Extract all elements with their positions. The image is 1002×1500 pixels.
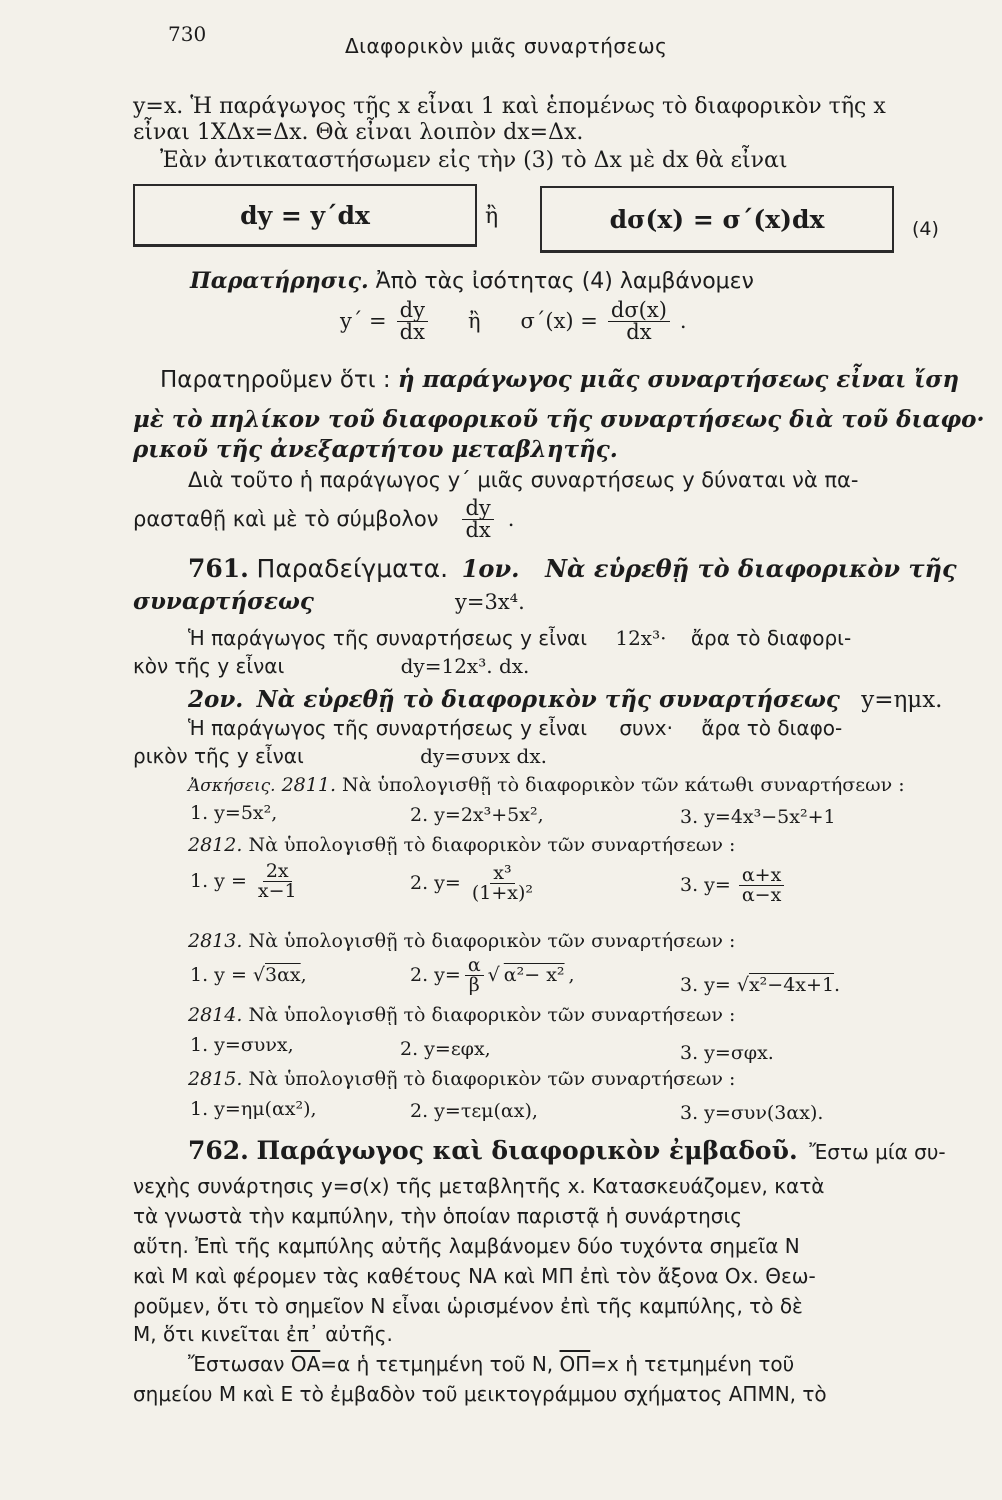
s761-ex1-l3b: 12x³· xyxy=(615,626,667,650)
exercise-2814-item-3: 3. y=σφx. xyxy=(680,1042,774,1064)
s762-line-2: νεχὴς συνάρτησις y=σ(x) τῆς μεταβλητῆς x. Κατασκευάζομεν, κατὰ xyxy=(133,1174,825,1198)
exercise-2811-number: 2811. xyxy=(281,774,336,796)
exercise-2813-2-sqrt: √ xyxy=(487,964,500,986)
exercise-2811-item-1: 1. y=5x², xyxy=(190,802,278,824)
s762-line-1: Ἔστω μία συ- xyxy=(809,1140,946,1164)
para1-line-5-text: ρασταθῇ καὶ μὲ τὸ σύμβολον xyxy=(133,507,439,531)
exercise-2812-3-lhs: 3. y= xyxy=(680,874,731,896)
s761-ex2-line-2 xyxy=(188,718,842,738)
s762-line-6: ροῦμεν, ὅτι τὸ σημεῖον Ν εἶναι ὡρισμένον ἐπὶ τῆς καμπύλης, τὸ δὲ xyxy=(133,1294,803,1318)
s762-line-8 xyxy=(188,1354,794,1374)
s762-line-3: τὰ γνωστὰ τὴν καμπύλην, τὴν ὁποίαν παριστᾷ ἡ συνάρτησις xyxy=(133,1204,742,1228)
s762-l8a: Ἔστωσαν xyxy=(188,1352,285,1376)
remark-f2-den: dx xyxy=(626,320,652,344)
exercises-head: Ἀσκήσεις. xyxy=(188,776,276,796)
exercise-2814-item-1: 1. y=συνx, xyxy=(190,1034,294,1056)
s761-ex1-l3a: Ἡ παράγωγος τῆς συναρτήσεως y εἶναι xyxy=(188,626,587,650)
exercise-2812-2-fraction xyxy=(469,864,536,903)
exercise-2812-1-lhs: 1. y = xyxy=(190,870,247,892)
s761-ex1-line-2: συναρτήσεως xyxy=(133,588,314,615)
remark-f2-lhs: σ΄(x) = xyxy=(520,309,598,333)
s761-number: 761. xyxy=(188,554,249,583)
exercise-2813-text: Νὰ ὑπολογισθῇ τὸ διαφορικὸν τῶν συναρτήσεων : xyxy=(248,930,736,952)
intro-line-1: y=x. Ἡ παράγωγος τῆς x εἶναι 1 καὶ ἑπομένως τὸ διαφορικὸν τῆς x xyxy=(133,94,886,119)
exercise-2813-item-3: 3. y= √x²−4x+1. xyxy=(680,974,841,996)
exercise-2815-item-2: 2. y=τεμ(αx), xyxy=(410,1100,538,1122)
remark-text: Ἀπὸ τὰς ἰσότητας (4) λαμβάνομεν xyxy=(375,269,754,294)
s761-ex2-label: 2ον. xyxy=(188,686,244,713)
remark-f1-den: dx xyxy=(399,320,425,344)
exercise-2812-3-fraction xyxy=(739,866,784,905)
exercise-2811-text: Νὰ ὑπολογισθῇ τὸ διαφορικὸν τῶν κάτωθι συναρτήσεων : xyxy=(342,774,905,796)
exercise-2812-item-1 xyxy=(190,862,300,901)
formula-box-right xyxy=(540,186,894,253)
s761-ex2-l3b: dy=συνx dx. xyxy=(420,744,547,768)
formula-box-left xyxy=(133,184,477,247)
remark-f1-lhs: y΄ = xyxy=(340,309,387,333)
exercise-2813-2-fraction xyxy=(465,956,484,995)
exercise-2813-3-radicand: x²−4x+1 xyxy=(748,974,835,996)
exercise-2812-1-fraction xyxy=(255,862,300,901)
exercise-2815-number: 2815. xyxy=(188,1068,243,1090)
para1-line-1 xyxy=(160,368,959,392)
s762-line-7: Μ, ὅτι κινεῖται ἐπ᾽ αὐτῆς. xyxy=(133,1322,393,1346)
exercise-2812-item-2 xyxy=(410,864,536,903)
exercise-2812-text: Νὰ ὑπολογισθῇ τὸ διαφορικὸν τῶν συναρτήσεων : xyxy=(248,834,736,856)
s761-ex1-line-3 xyxy=(188,628,851,648)
remark-f2-num: dσ(x) xyxy=(608,300,670,322)
s761-ex2-line-3 xyxy=(133,746,547,766)
s762-number: 762. xyxy=(188,1136,249,1165)
s761-ex1-line-4 xyxy=(133,656,529,676)
exercise-2813 xyxy=(188,932,735,951)
exercise-2813-item-2: 2. y= $\frac{\alpha}{\beta}$ √ α²− x² , xyxy=(410,954,575,996)
s761-ex1-text: Νὰ εὑρεθῇ τὸ διαφορικὸν τῆς xyxy=(545,554,957,583)
formula-right: dσ(x) = σ΄(x)dx xyxy=(609,204,825,234)
s761-ex2-l2b: συνx· xyxy=(619,716,673,740)
para1-end: . xyxy=(507,507,515,531)
exercise-2811 xyxy=(188,776,905,795)
exercise-2812-number: 2812. xyxy=(188,834,243,856)
remark-title: Παρατήρησις. xyxy=(190,268,369,294)
exercise-2815-text: Νὰ ὑπολογισθῇ τὸ διαφορικὸν τῶν συναρτήσεων : xyxy=(248,1068,736,1090)
intro-line-3: Ἐὰν ἀντικαταστήσωμεν εἰς τὴν (3) τὸ Δx μὲ dx θὰ εἶναι xyxy=(160,148,788,173)
exercise-2814-number: 2814. xyxy=(188,1004,243,1026)
remark-formulas xyxy=(340,300,687,343)
s761-ex2-l3a: ρικὸν τῆς y εἶναι xyxy=(133,744,304,768)
formula-left: dy = y΄dx xyxy=(240,200,370,230)
s762-line-5: καὶ Μ καὶ φέρομεν τὰς καθέτους ΝΑ καὶ ΜΠ ἐπὶ τὸν ἄξονα Οx. Θεω- xyxy=(133,1264,816,1288)
exercise-2812-item-3 xyxy=(680,866,784,905)
exercise-2813-number: 2813. xyxy=(188,930,243,952)
exercise-2815 xyxy=(188,1070,735,1089)
exercise-2813-2-lhs: 2. y= xyxy=(410,964,461,986)
exercise-2813-2-radicand: α²− x² xyxy=(503,964,565,986)
exercise-2813-item-1: 1. y = √3αx, xyxy=(190,964,307,986)
remark xyxy=(190,270,754,293)
s761-ex1-label: 1ον. xyxy=(461,554,520,583)
s762-l8e: =x ἡ τετμημένη τοῦ xyxy=(590,1352,795,1376)
s762-l8b: $\overline{OA}$ xyxy=(290,1352,321,1376)
s762-l8d: $\overline{O\Pi}$ xyxy=(559,1352,591,1376)
exercise-2812 xyxy=(188,836,735,855)
para1-line-4: Διὰ τοῦτο ἡ παράγωγος y΄ μιᾶς συναρτήσεως y δύναται νὰ πα- xyxy=(188,468,859,492)
remark-f1-num: dy xyxy=(397,300,428,322)
exercise-2812-2-num: x³ xyxy=(490,864,514,884)
s761-ex1-l4a: κὸν τῆς y εἶναι xyxy=(133,654,285,678)
exercise-2813-1-lhs: 1. y = √ xyxy=(190,964,266,986)
exercise-2812-2-den: (1+x)² xyxy=(471,882,533,904)
exercise-2813-3-lhs: 3. y= √ xyxy=(680,974,749,996)
exercise-2815-item-3: 3. y=συν(3αx). xyxy=(680,1102,824,1124)
exercise-2813-2-num: α xyxy=(465,956,484,976)
s761-heading xyxy=(188,556,957,581)
s761-ex2-formula: y=ημx. xyxy=(861,687,943,713)
exercise-2813-1-radicand: 3αx xyxy=(265,964,301,986)
remark-or: ἢ xyxy=(467,309,481,333)
exercise-2812-1-den: x−1 xyxy=(257,880,297,902)
para1-line-3: ρικοῦ τῆς ἀνεξαρτήτου μεταβλητῆς. xyxy=(133,436,618,463)
equation-label: (4) xyxy=(912,218,939,240)
para1-den: dx xyxy=(465,518,491,542)
exercise-2812-2-lhs: 2. y= xyxy=(410,872,461,894)
para1-line-5 xyxy=(133,498,514,541)
s761-ex2-l2c: ἄρα τὸ διαφο- xyxy=(701,716,843,740)
formula-or: ἢ xyxy=(485,204,499,229)
s762-line-9: σημείου Μ καὶ Ε τὸ ἐμβαδὸν τοῦ μεικτογράμμου σχήματος ΑΠΜΝ, τὸ xyxy=(133,1382,827,1406)
page-number: 730 xyxy=(168,22,207,46)
exercise-2811-item-2: 2. y=2x³+5x², xyxy=(410,804,544,826)
para1-fraction xyxy=(462,498,493,541)
exercise-2812-3-den: α−x xyxy=(741,884,782,906)
remark-f1-fraction xyxy=(397,300,428,343)
s762-title: Παράγωγος καὶ διαφορικὸν ἐμβαδοῦ. xyxy=(256,1136,798,1165)
exercise-2815-item-1: 1. y=ημ(αx²), xyxy=(190,1098,317,1120)
exercise-2813-2-den: β xyxy=(468,974,480,996)
para1-lead: Παρατηροῦμεν ὅτι : xyxy=(160,367,391,393)
remark-f2-fraction xyxy=(608,300,670,343)
exercise-2812-3-num: α+x xyxy=(739,866,784,886)
s761-ex2-text: Νὰ εὑρεθῇ τὸ διαφορικὸν τῆς συναρτήσεως xyxy=(256,686,840,713)
s762-heading xyxy=(188,1138,946,1163)
s762-line-4: αὕτη. Ἐπὶ τῆς καμπύλης αὐτῆς λαμβάνομεν δύο τυχόντα σημεῖα Ν xyxy=(133,1234,800,1258)
para1-em-1: ἡ παράγωγος μιᾶς συναρτήσεως εἶναι ἴση xyxy=(397,366,960,393)
s761-ex1-formula: y=3x⁴. xyxy=(455,590,525,614)
remark-f2-end: . xyxy=(679,309,687,333)
para1-line-2: μὲ τὸ πηλίκον τοῦ διαφορικοῦ τῆς συναρτήσεως διὰ τοῦ διαφο· xyxy=(133,406,985,433)
exercise-2811-item-3: 3. y=4x³−5x²+1 xyxy=(680,806,836,828)
s762-l8c: =α ἡ τετμημένη τοῦ Ν, xyxy=(320,1352,554,1376)
intro-line-2: εἶναι 1XΔx=Δx. Θὰ εἶναι λοιπὸν dx=Δx. xyxy=(133,120,584,145)
exercise-2814-item-2: 2. y=εφx, xyxy=(400,1038,491,1060)
exercise-2814 xyxy=(188,1006,735,1025)
running-title: Διαφορικὸν μιᾶς συναρτήσεως xyxy=(345,34,668,58)
s761-ex2-line-1 xyxy=(188,688,942,712)
s761-ex1-l4b: dy=12x³. dx. xyxy=(400,654,530,678)
para1-num: dy xyxy=(462,498,493,520)
s761-title: Παραδείγματα. xyxy=(256,554,449,583)
exercise-2814-text: Νὰ ὑπολογισθῇ τὸ διαφορικὸν τῶν συναρτήσεων : xyxy=(248,1004,736,1026)
s761-ex2-l2a: Ἡ παράγωγος τῆς συναρτήσεως y εἶναι xyxy=(188,716,587,740)
exercise-2812-1-num: 2x xyxy=(263,862,292,882)
s761-ex1-l3c: ἄρα τὸ διαφορι- xyxy=(690,626,852,650)
